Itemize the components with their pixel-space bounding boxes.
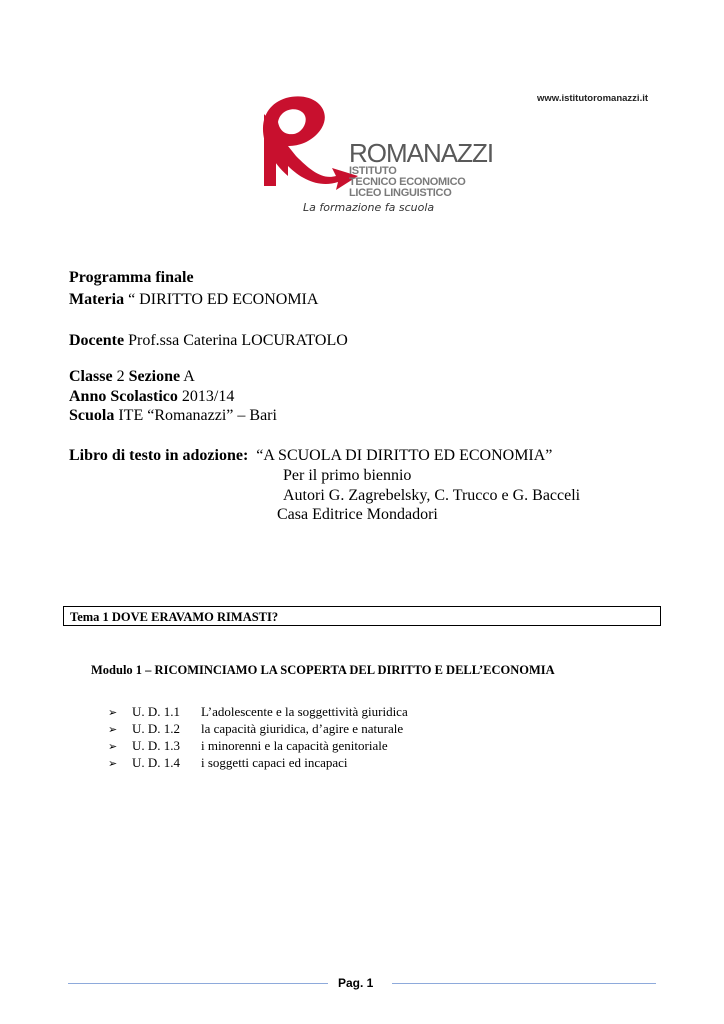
scuola-line: Scuola ITE “Romanazzi” – Bari xyxy=(69,407,277,424)
units-list xyxy=(108,703,408,771)
list-item: ➢ U. D. 1.3 i minorenni e la capacità genitoriale xyxy=(108,737,408,754)
brand-line-1: ISTITUTO xyxy=(349,165,397,177)
arrow-bullet-icon: ➢ xyxy=(108,707,118,719)
arrow-bullet-icon: ➢ xyxy=(108,724,118,736)
tema-box: Tema 1 DOVE ERAVAMO RIMASTI? xyxy=(63,606,661,626)
website-url[interactable]: www.istitutoromanazzi.it xyxy=(537,93,649,104)
list-item: ➢ U. D. 1.2 la capacità giuridica, d’agire e naturale xyxy=(108,720,408,737)
page-number: Pag. 1 xyxy=(338,976,374,990)
footer-rule-left xyxy=(68,983,328,984)
brand-line-2: TECNICO ECONOMICO xyxy=(349,176,466,188)
docente-line: Docente Prof.ssa Caterina LOCURATOLO xyxy=(69,332,348,349)
classe-line: Classe 2 Sezione A xyxy=(69,368,195,385)
arrow-bullet-icon: ➢ xyxy=(108,741,118,753)
libro-line: Libro di testo in adozione: “A SCUOLA DI DIRITTO ED ECONOMIA” xyxy=(69,447,553,464)
list-item: ➢ U. D. 1.1 L’adolescente e la soggettività giuridica xyxy=(108,703,408,720)
programma-title: Programma finale xyxy=(69,269,194,286)
libro-line-4: Casa Editrice Mondadori xyxy=(277,506,438,523)
modulo-title: Modulo 1 – RICOMINCIAMO LA SCOPERTA DEL DIRITTO E DELL’ECONOMIA xyxy=(91,663,555,677)
libro-line-2: Per il primo biennio xyxy=(283,467,412,484)
brand-block xyxy=(349,140,493,199)
arrow-bullet-icon: ➢ xyxy=(108,758,118,770)
brand-name: ROMANAZZI xyxy=(349,138,494,168)
libro-line-3: Autori G. Zagrebelsky, C. Trucco e G. Bacceli xyxy=(283,487,581,504)
brand-line-3: LICEO LINGUISTICO xyxy=(349,187,452,199)
tagline: La formazione fa scuola xyxy=(303,201,435,214)
anno-line: Anno Scolastico 2013/14 xyxy=(69,388,235,405)
logo-r-swoosh xyxy=(263,96,358,190)
materia-line: Materia “ DIRITTO ED ECONOMIA xyxy=(69,291,319,308)
list-item: ➢ U. D. 1.4 i soggetti capaci ed incapaci xyxy=(108,754,408,771)
footer-rule-right xyxy=(392,983,656,984)
